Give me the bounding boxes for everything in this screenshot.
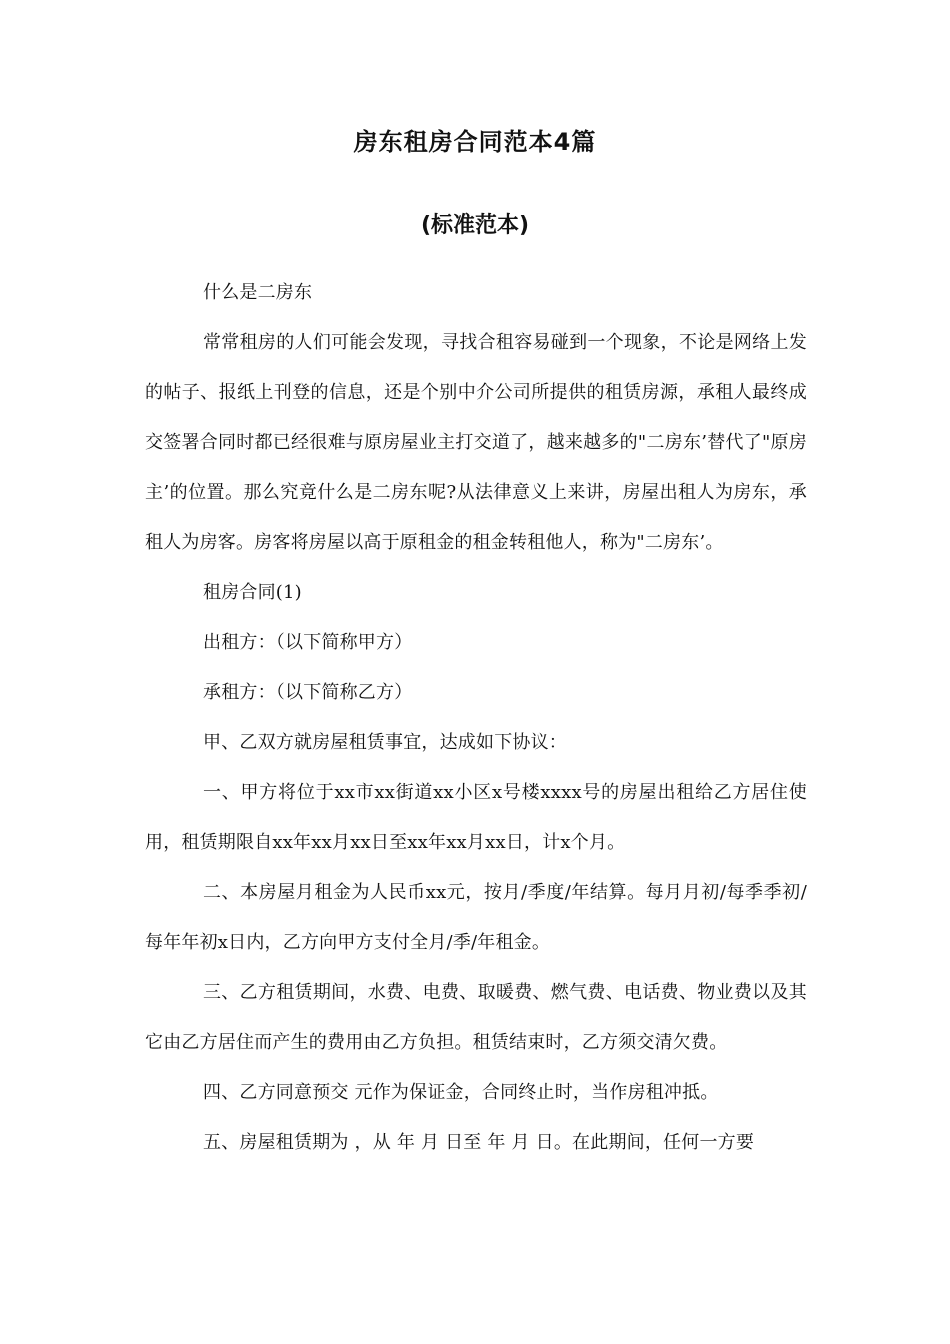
document-body xyxy=(145,268,807,1168)
document-subtitle: (标准范本) xyxy=(420,213,530,238)
paragraph-lessor: 出租方：（以下简称甲方） xyxy=(203,632,413,653)
paragraph-clause-3: 三、乙方租赁期间，水费、电费、取暖费、燃气费、电话费、物业费以及其它由乙方居住而产生的费用由乙方负担。租赁结束时，乙方须交清欠费。 xyxy=(145,982,807,1053)
paragraph-agreement: 甲、乙双方就房屋租赁事宜，达成如下协议： xyxy=(203,732,567,753)
paragraph-clause-1: 一、甲方将位于xx市xx街道xx小区x号楼xxxx号的房屋出租给乙方居住使用，租赁期限自xx年xx月xx日至xx年xx月xx日，计x个月。 xyxy=(145,782,807,853)
paragraph-clause-4: 四、乙方同意预交 元作为保证金，合同终止时，当作房租冲抵。 xyxy=(203,1082,719,1103)
paragraph-clause-5: 五、房屋租赁期为 ，从 年 月 日至 年 月 日。在此期间，任何一方要 xyxy=(203,1132,755,1153)
paragraph-clause-2: 二、本房屋月租金为人民币xx元，按月/季度/年结算。每月月初/每季季初/每年年初x日内，乙方向甲方支付全月/季/年租金。 xyxy=(145,882,807,953)
paragraph-intro: 常常租房的人们可能会发现，寻找合租容易碰到一个现象，不论是网络上发的帖子、报纸上刊登的信息，还是个别中介公司所提供的租赁房源，承租人最终成交签署合同时都已经很难与原房屋业主打交道了，越来越多的"二房东’替代了"原房主’的位置。那么究竟什么是二房东呢?从法律意义上来讲，房屋出租人为房东，承租人为房客。房客将房屋以高于原租金的租金转租他人，称为"二房东’。 xyxy=(145,332,807,553)
paragraph-contract-heading: 租房合同(1) xyxy=(203,582,302,603)
paragraph-heading-what-is: 什么是二房东 xyxy=(203,282,313,303)
paragraph-lessee: 承租方：（以下简称乙方） xyxy=(203,682,413,703)
document-title: 房东租房合同范本4篇 xyxy=(353,128,597,156)
